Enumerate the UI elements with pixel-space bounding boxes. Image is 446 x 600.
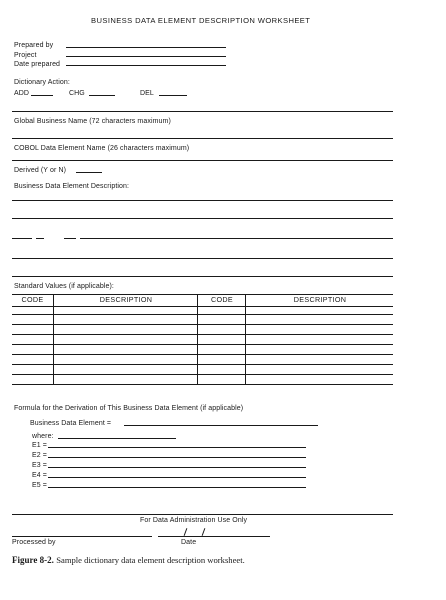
- project-label: Project: [14, 52, 37, 59]
- project-line[interactable]: [66, 56, 226, 57]
- figure-caption-label: Figure 8-2.: [12, 555, 54, 565]
- date-prepared-label: Date prepared: [14, 61, 61, 68]
- action-chg-line[interactable]: [89, 95, 115, 96]
- where-line[interactable]: [58, 438, 176, 439]
- derived-label: Derived (Y or N): [14, 167, 67, 174]
- dictionary-action-label: Dictionary Action:: [14, 79, 70, 86]
- table-bottom-line: [12, 384, 393, 385]
- column-header-code-2: CODE: [211, 295, 233, 304]
- e5-label: E5 =: [32, 482, 47, 489]
- action-chg-label: CHG: [69, 90, 85, 97]
- description-line-2[interactable]: [12, 218, 393, 219]
- global-name-label: Global Business Name (72 characters maximum): [14, 118, 171, 125]
- formula-label: Formula for the Derivation of This Business Data Element (if applicable): [14, 405, 244, 412]
- e4-label: E4 =: [32, 472, 47, 479]
- description-label: Business Data Element Description:: [14, 183, 130, 190]
- column-header-description-1: DESCRIPTION: [99, 295, 153, 304]
- description-line-5[interactable]: [12, 276, 393, 277]
- processed-by-label: Processed by: [12, 539, 56, 546]
- table-row-line[interactable]: [12, 374, 393, 375]
- table-row-line[interactable]: [12, 344, 393, 345]
- description-line-4[interactable]: [12, 258, 393, 259]
- table-column-divider: [53, 294, 54, 384]
- action-add-label: ADD: [14, 90, 30, 97]
- action-del-line[interactable]: [159, 95, 187, 96]
- date-slash-mark: [184, 528, 188, 536]
- table-header-line: [12, 306, 393, 307]
- column-header-description-2: DESCRIPTION: [293, 295, 347, 304]
- business-element-label: Business Data Element =: [30, 420, 112, 427]
- table-column-divider: [197, 294, 198, 384]
- e3-label: E3 =: [32, 462, 47, 469]
- divider-line: [12, 111, 393, 112]
- e1-label: E1 =: [32, 442, 47, 449]
- date-label: Date: [181, 539, 197, 546]
- description-line-3b[interactable]: [36, 238, 44, 239]
- standard-values-label: Standard Values (if applicable):: [14, 283, 114, 290]
- figure-caption-text: Sample dictionary data element description worksheet.: [56, 555, 245, 565]
- e5-line[interactable]: [48, 487, 306, 488]
- derived-line[interactable]: [76, 172, 102, 173]
- table-row-line[interactable]: [12, 314, 393, 315]
- e3-line[interactable]: [48, 467, 306, 468]
- e2-label: E2 =: [32, 452, 47, 459]
- description-line-3a[interactable]: [12, 238, 32, 239]
- date-slash-mark: [202, 528, 206, 536]
- processed-by-line[interactable]: [12, 536, 152, 537]
- description-line-3c[interactable]: [64, 238, 76, 239]
- description-line-3d[interactable]: [80, 238, 393, 239]
- business-element-line[interactable]: [124, 425, 318, 426]
- prepared-by-line[interactable]: [66, 47, 226, 48]
- table-row-line[interactable]: [12, 364, 393, 365]
- where-label: where:: [32, 433, 54, 440]
- global-name-line[interactable]: [12, 138, 393, 139]
- column-header-code-1: CODE: [21, 295, 44, 304]
- date-prepared-line[interactable]: [66, 65, 226, 66]
- e1-line[interactable]: [48, 447, 306, 448]
- worksheet-title: BUSINESS DATA ELEMENT DESCRIPTION WORKSHEET: [91, 16, 311, 25]
- prepared-by-label: Prepared by: [14, 42, 54, 49]
- table-row-line[interactable]: [12, 354, 393, 355]
- e2-line[interactable]: [48, 457, 306, 458]
- table-row-line[interactable]: [12, 324, 393, 325]
- admin-use-label: For Data Administration Use Only: [140, 517, 248, 524]
- cobol-name-label: COBOL Data Element Name (26 characters maximum): [14, 145, 190, 152]
- action-del-label: DEL: [140, 90, 154, 97]
- table-column-divider: [245, 294, 246, 384]
- figure-caption: [12, 556, 245, 565]
- action-add-line[interactable]: [31, 95, 53, 96]
- table-row-line[interactable]: [12, 334, 393, 335]
- description-line-1[interactable]: [12, 200, 393, 201]
- e4-line[interactable]: [48, 477, 306, 478]
- cobol-name-line[interactable]: [12, 160, 393, 161]
- date-line[interactable]: [158, 536, 270, 537]
- footer-divider: [12, 514, 393, 515]
